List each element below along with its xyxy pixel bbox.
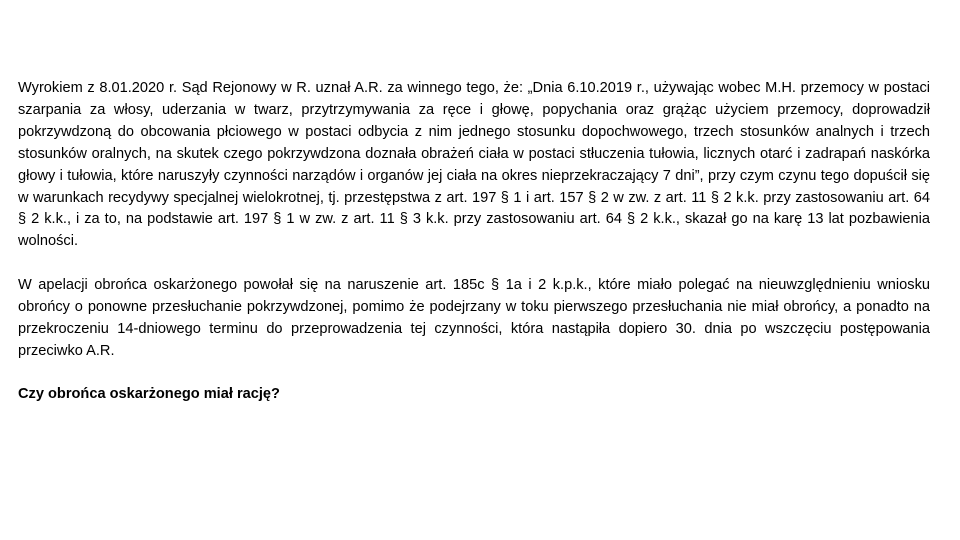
slide-content [18,78,930,406]
question-text: Czy obrońca oskarżonego miał rację? [18,385,280,402]
verdict-paragraph: Wyrokiem z 8.01.2020 r. Sąd Rejonowy w R. uznał A.R. za winnego tego, że: „Dnia 6.10.2019 r., używając wobec M.H. przemocy w postaci szarpania za włosy, uderzania w twarz, przytrzymywania za ręce i głowę, popychania oraz grążąc użyciem przemocy, doprowadził pokrzywdzoną do obcowania płciowego w postaci odbycia z nim jednego stosunku dopochwowego, trzech stosunków analnych i trzech stosunków oralnych, na skutek czego pokrzywdzona doznała obrażeń ciała w postaci stłuczenia tułowia, licznych otarć i zadrapań naskórka głowy i tułowia, które naruszyły czynności narządów i organów jej ciała na okres nieprzekraczający 7 dni”, przy czym czynu tego dopuścił się w warunkach recydywy specjalnej wielokrotnej, tj. przestępstwa z art. 197 § 1 i art. 157 § 2 w zw. z art. 11 § 2 k.k. przy zastosowaniu art. 64 § 2 k.k., i za to, na podstawie art. 197 § 1 w zw. z art. 11 § 3 k.k. przy zastosowaniu art. 64 § 2 k.k., skazał go na karę 13 lat pozbawienia wolności. [18,80,930,250]
paragraph-spacer [18,253,930,275]
appeal-paragraph: W apelacji obrońca oskarżonego powołał się na naruszenie art. 185c § 1a i 2 k.p.k., które miało polegać na nieuwzględnieniu wniosku obrońcy o ponowne przesłuchanie pokrzywdzonej, pomimo że podejrzany w toku pierwszego przesłuchania nie miał obrońcy, a ponadto na przekroczeniu 14-dniowego terminu do przeprowadzenia tej czynności, która nastąpiła dopiero 30. dnia po wszczęciu postępowania przeciwko A.R. [18,277,930,359]
paragraph-spacer [18,363,930,384]
